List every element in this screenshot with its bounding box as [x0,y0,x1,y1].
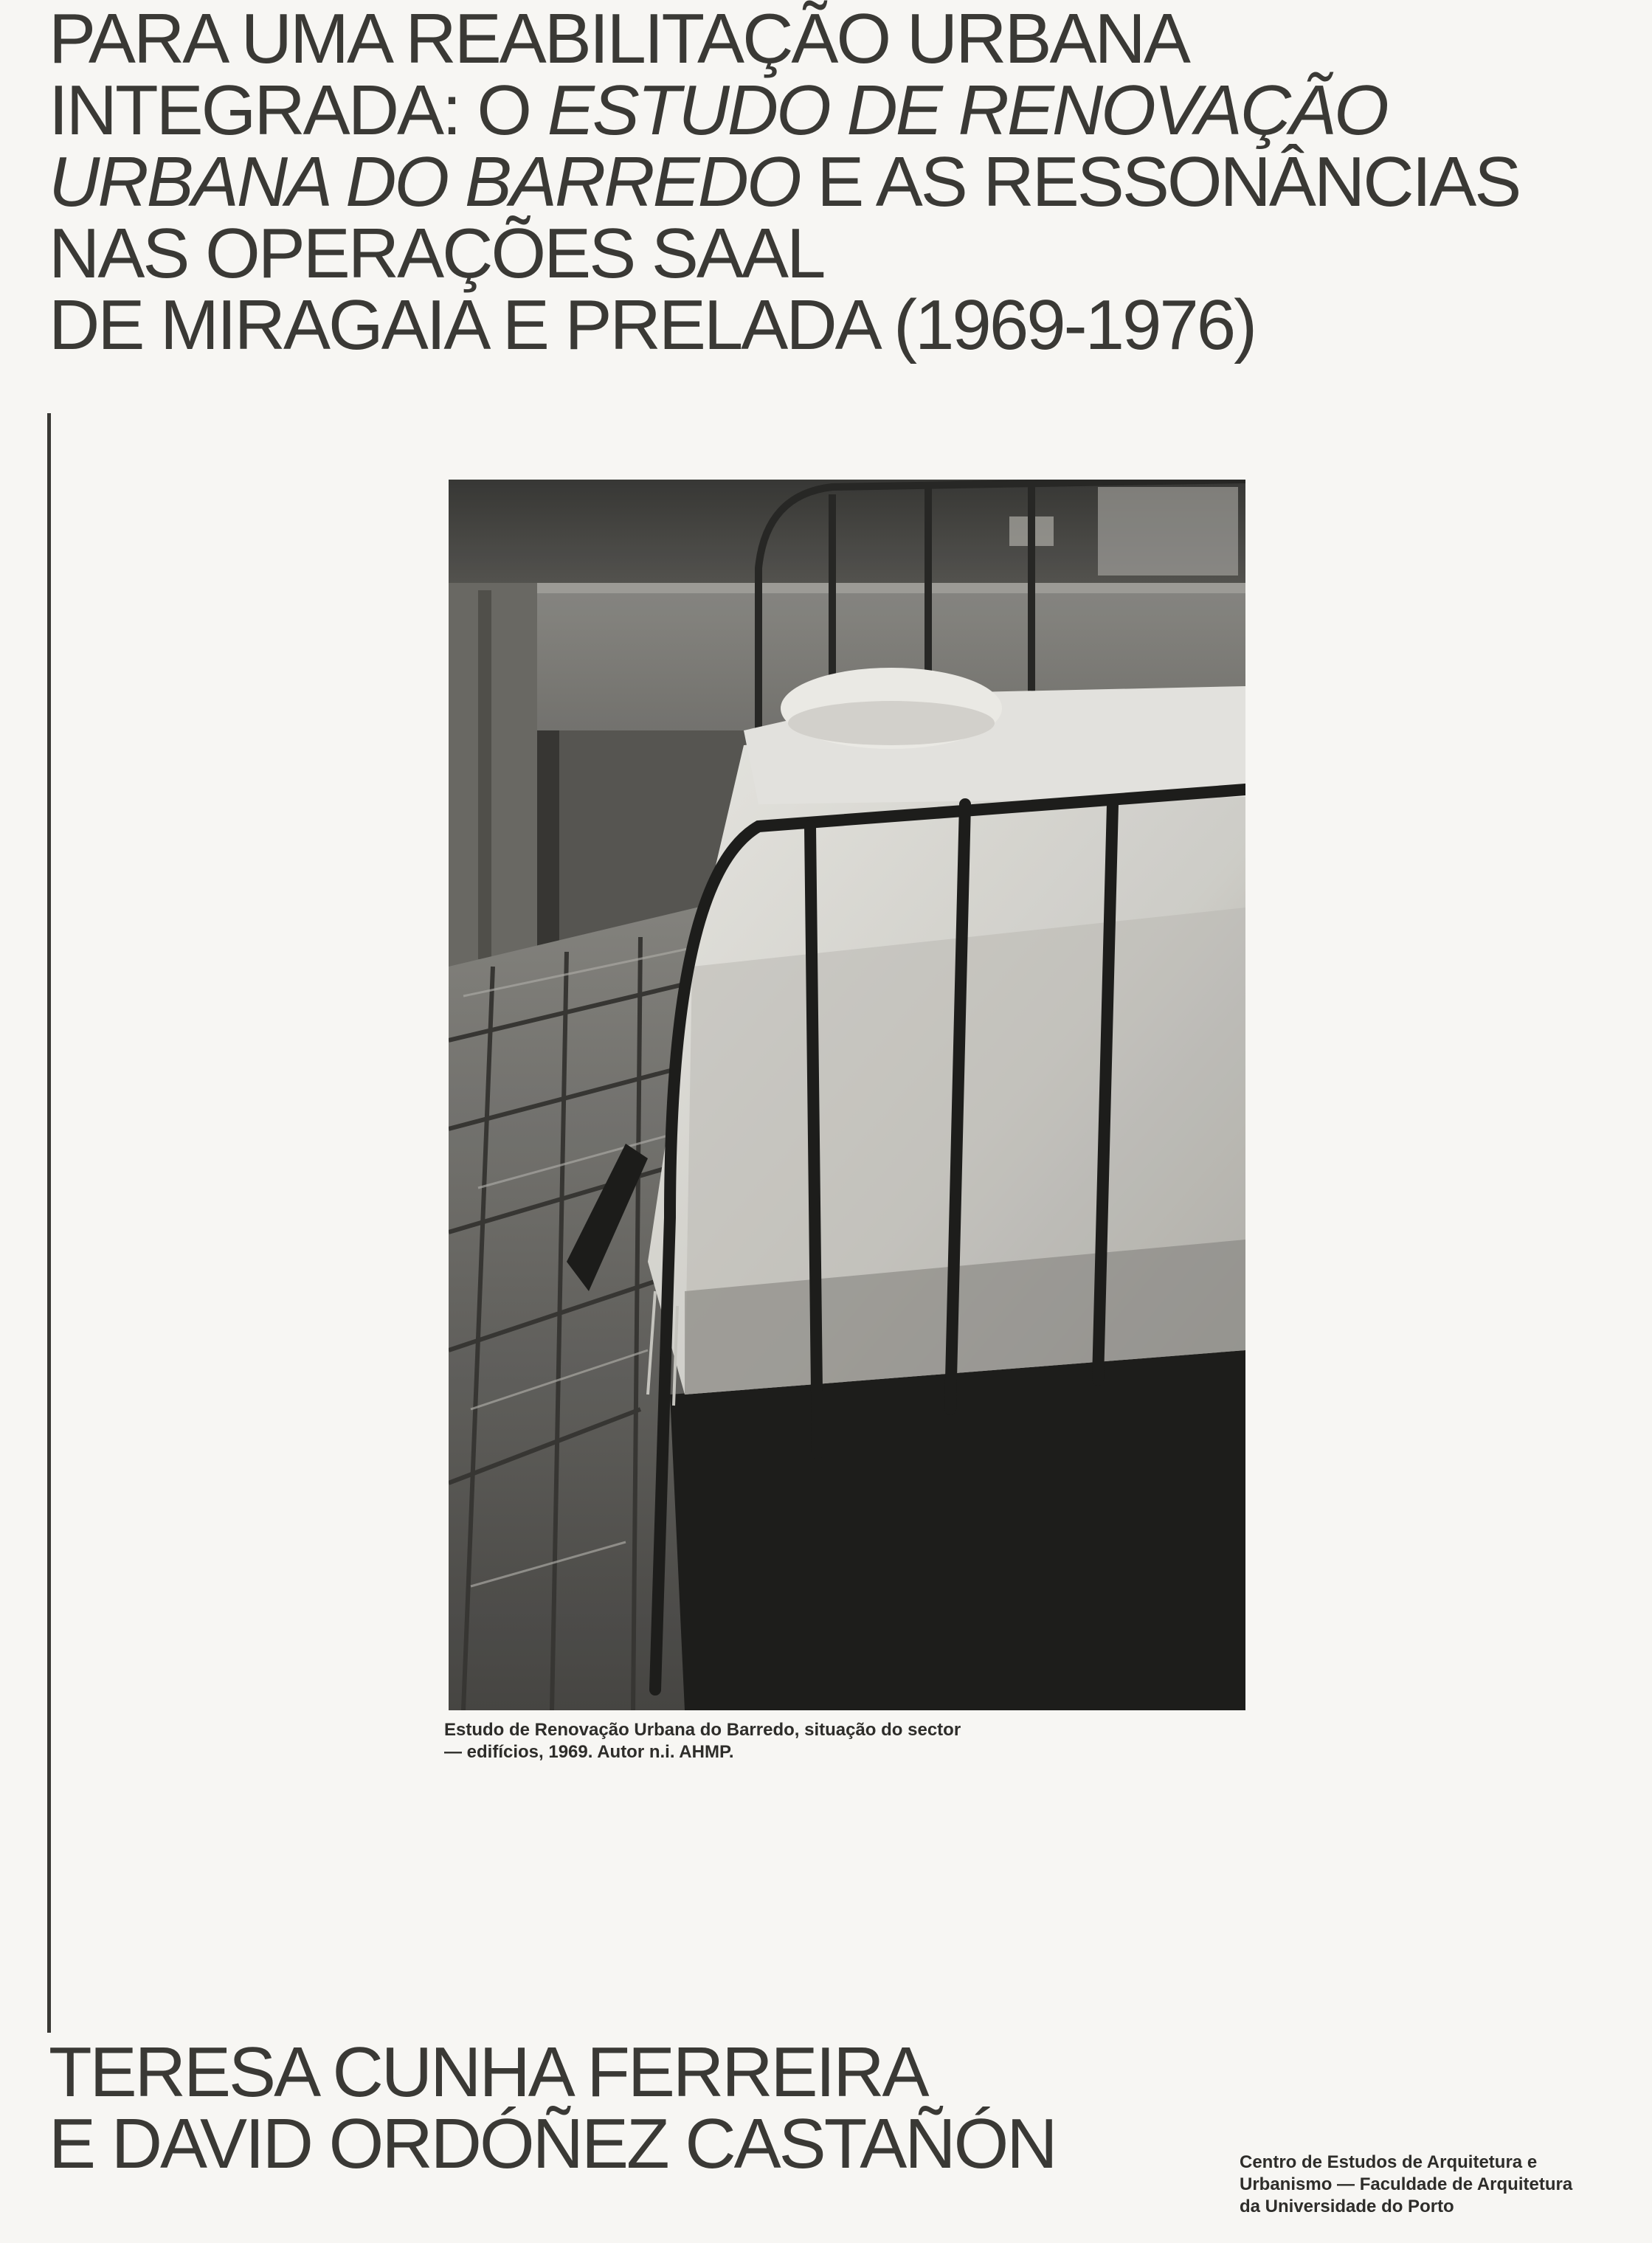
title-line-5: DE MIRAGAIA E PRELADA (1969-1976) [49,286,1256,364]
institution-line-3: da Universidade do Porto [1240,2197,1454,2216]
institution-line-2: Urbanismo — Faculdade de Arquitetura [1240,2174,1573,2194]
authors-line-2: E DAVID ORDÓÑEZ CASTAÑÓN [49,2104,1056,2183]
institution-line-1: Centro de Estudos de Arquitetura e [1240,2152,1538,2172]
bed-photograph [449,480,1245,1710]
title-line-3 [49,142,1520,221]
vertical-rule [47,413,51,2033]
caption-line-1: Estudo de Renovação Urbana do Barredo, situação do sector [444,1720,961,1740]
caption-line-2: — edifícios, 1969. Autor n.i. AHMP. [444,1742,734,1762]
title-line-2 [49,71,1519,150]
title-line-4: NAS OPERAÇÕES SAAL [49,214,824,293]
article-title [49,0,1520,364]
title-line-2-italic: ESTUDO DE RENOVAÇÃO [547,71,1387,150]
authors-line-1: TERESA CUNHA FERREIRA [49,2033,927,2112]
photo-caption [444,1719,1152,1763]
title-line-1: PARA UMA REABILITAÇÃO URBANA [49,0,1189,78]
authors [49,2033,1056,2183]
institution-affiliation [1240,2152,1572,2218]
title-line-2-plain: INTEGRADA: O [49,71,547,150]
title-line-3-italic: URBANA DO BARREDO [49,142,800,221]
title-line-3-plain: E AS RESSONÂNCIAS [799,142,1520,221]
bed-photograph-illustration [449,480,1245,1710]
